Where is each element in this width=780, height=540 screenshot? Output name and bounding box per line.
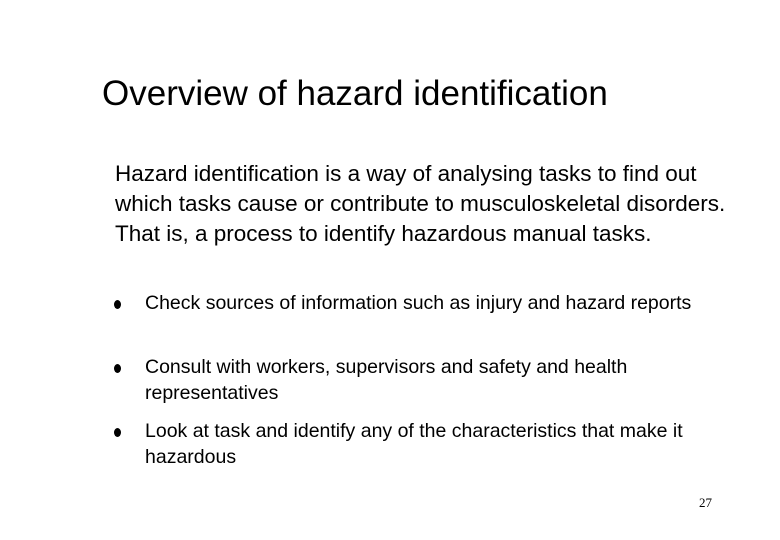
page-number: 27 bbox=[699, 495, 712, 510]
bullet-dot-icon bbox=[114, 428, 121, 437]
bullet-text: Check sources of information such as injury and hazard reports bbox=[145, 292, 692, 314]
bullet-text: Consult with workers, supervisors and safety and health representatives bbox=[145, 356, 628, 404]
bullet-dot-icon bbox=[114, 300, 121, 309]
bullet-dot-icon bbox=[114, 364, 121, 373]
intro-paragraph: Hazard identification is a way of analysing tasks to find out which tasks cause or contribute to musculoskeletal disorders. That is, a process to identify hazardous manual tasks. bbox=[115, 161, 726, 246]
slide-title: Overview of hazard identification bbox=[102, 74, 608, 113]
bullet-text: Look at task and identify any of the characteristics that make it hazardous bbox=[145, 420, 683, 468]
